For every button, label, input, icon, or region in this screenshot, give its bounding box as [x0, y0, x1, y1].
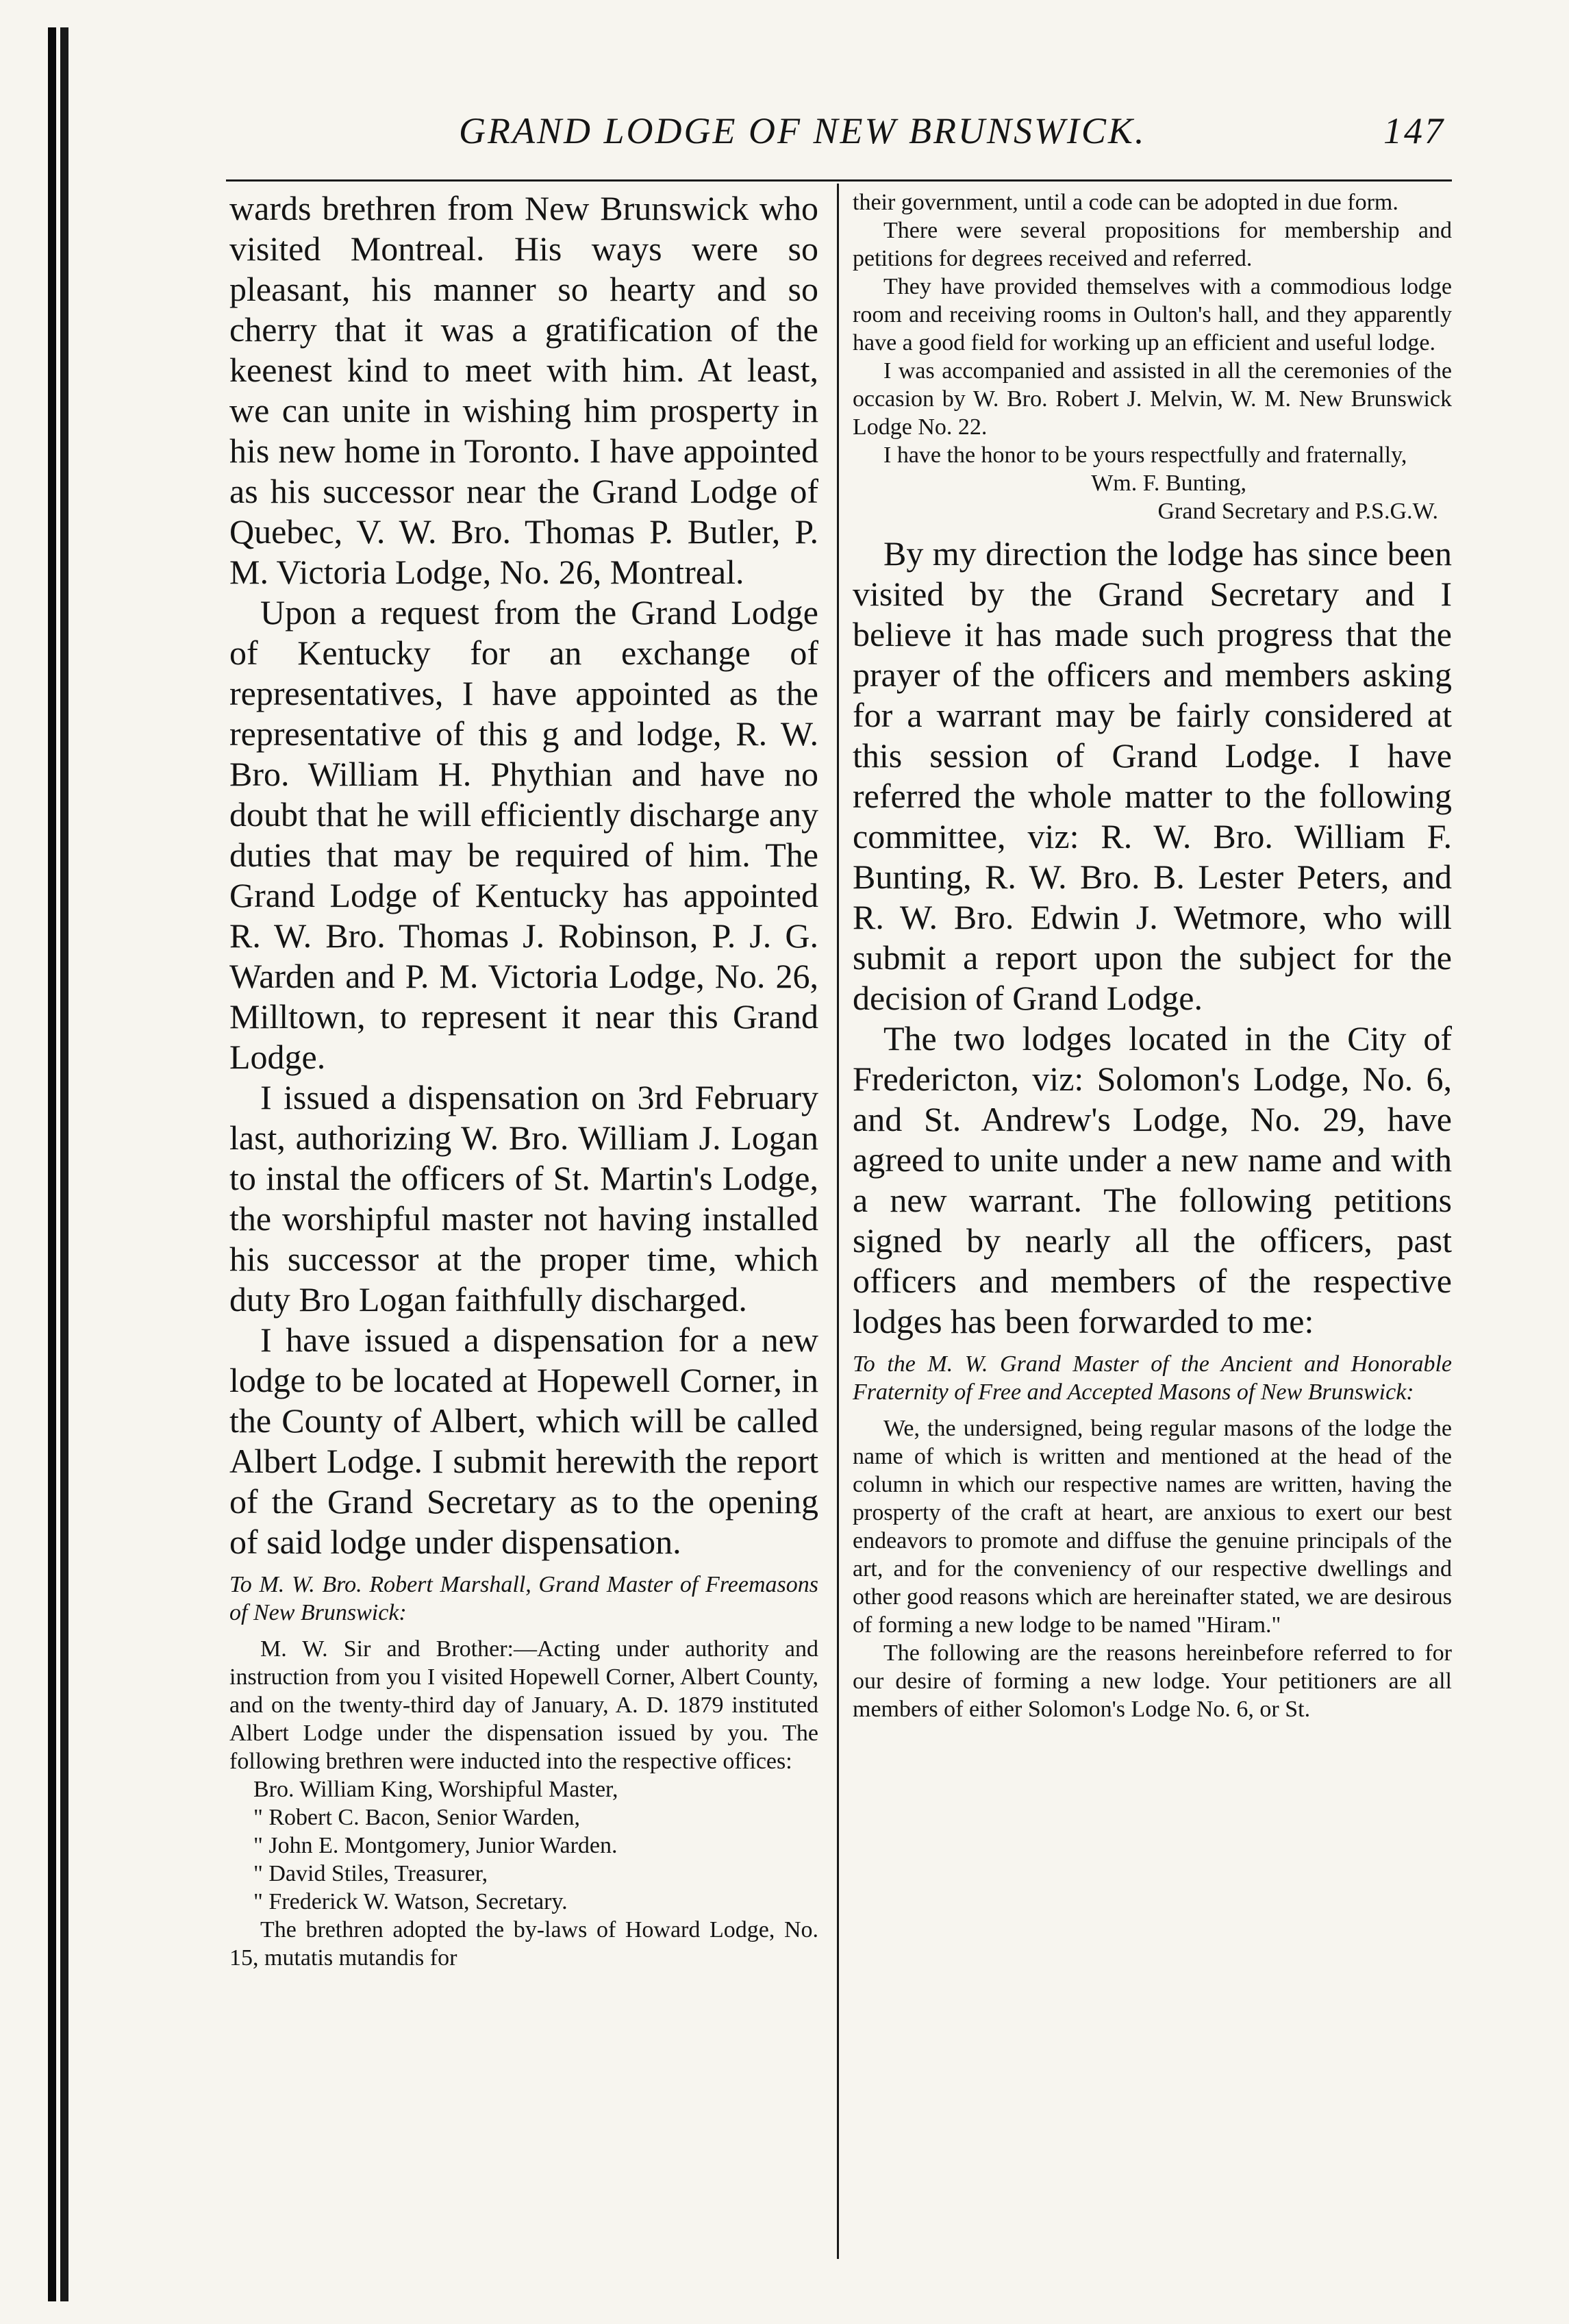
paragraph: The two lodges located in the City of Fredericton, viz: Solomon's Lodge, No. 6, and St. Andrew's Lodge, No. 29, have agreed to unite under a new name and with a new warrant. The following petitions signed by nearly all the officers, past officers and members of the respective lodges has been forwarded to me:	[853, 1019, 1452, 1340]
paragraph: They have provided themselves with a commodious lodge room and receiving rooms in Oulton's hall, and they apparently have a good field for working up an efficient and useful lodge.	[853, 274, 1452, 355]
signature-name: Wm. F. Bunting,	[1091, 471, 1246, 496]
list-item: " John E. Montgomery, Junior Warden.	[253, 1833, 618, 1858]
paragraph: wards brethren from New Brunswick who visited Montreal. His ways were so pleasant, his manner so hearty and so cherry that it was a gratification of the keenest kind to meet with him. At least, we can unite in wishing him prosperty in his new home in Toronto. I have appointed as his successor near the Grand Lodge of Quebec, V. W. Bro. Thomas P. Butler, P. M. Victoria Lodge, No. 26, Montreal.	[229, 189, 818, 591]
list-item: " David Stiles, Treasurer,	[253, 1861, 488, 1886]
petition-address: To the M. W. Grand Master of the Ancient and Honorable Fraternity of Free and Accepted Masons of New Brunswick:	[853, 1351, 1452, 1405]
petition-body: We, the undersigned, being regular masons of the lodge the name of which is written and mentioned at the head of the column in which our respective names are written, having the prosperty of the craft at heart, are anxious to exert our best endeavors to promote and diffuse the genuine principals of the art, and for the conveniency of our respective dwellings and other good reasons which are hereinafter stated, we are desirous of forming a new lodge to be named "Hiram."	[853, 1416, 1452, 1638]
right-column	[853, 188, 1452, 1723]
officer-list	[229, 1775, 818, 1916]
running-header	[226, 103, 1472, 164]
paragraph: I issued a dispensation on 3rd February last, authorizing W. Bro. William J. Logan to instal the officers of St. Martin's Lodge, the worshipful master not having installed his successor at the proper time, which duty Bro Logan faithfully discharged.	[229, 1078, 818, 1319]
page-number: 147	[1383, 110, 1445, 151]
paragraph: I was accompanied and assisted in all the ceremonies of the occasion by W. Bro. Robert J. Melvin, W. M. New Brunswick Lodge No. 22.	[853, 358, 1452, 440]
paragraph: I have the honor to be yours respectfully and fraternally,	[883, 442, 1407, 468]
header-rule	[226, 179, 1452, 182]
column-divider	[837, 184, 839, 2259]
list-item: Bro. William King, Worshipful Master,	[253, 1777, 618, 1802]
paragraph: Upon a request from the Grand Lodge of Kentucky for an exchange of representatives, I have appointed as the representative of this g and lodge, R. W. Bro. William H. Phythian and have no doubt that he will efficiently discharge any duties that may be required of him. The Grand Lodge of Kentucky has appointed R. W. Bro. Thomas J. Robinson, P. J. G. Warden and P. M. Victoria Lodge, No. 26, Milltown, to represent it near this Grand Lodge.	[229, 593, 818, 1076]
book-binding-edge	[48, 27, 75, 2301]
running-title: GRAND LODGE OF NEW BRUNSWICK.	[459, 110, 1146, 151]
paragraph: By my direction the lodge has since been visited by the Grand Secretary and I believe it has made such progress that the prayer of the officers and members asking for a warrant may be fairly considered at this session of Grand Lodge. I have referred the whole matter to the following committee, viz: R. W. Bro. William F. Bunting, R. W. Bro. B. Lester Peters, and R. W. Bro. Edwin J. Wetmore, who will submit a report upon the subject for the decision of Grand Lodge.	[853, 534, 1452, 1017]
letter-body: M. W. Sir and Brother:—Acting under authority and instruction from you I visited Hopewell Corner, Albert County, and on the twenty-third day of January, A. D. 1879 instituted Albert Lodge under the dispensation issued by you. The following brethren were inducted into the respective offices:	[229, 1636, 818, 1774]
list-item: " Robert C. Bacon, Senior Warden,	[253, 1805, 580, 1830]
paragraph: The following are the reasons hereinbefore referred to for our desire of forming a new lodge. Your petitioners are all members of either Solomon's Lodge No. 6, or St.	[853, 1640, 1452, 1722]
paragraph: I have issued a dispensation for a new lodge to be located at Hopewell Corner, in the County of Albert, which will be called Albert Lodge. I submit herewith the report of the Grand Secretary as to the opening of said lodge under dispensation.	[229, 1321, 818, 1561]
list-item: " Frederick W. Watson, Secretary.	[253, 1889, 568, 1914]
paragraph: The brethren adopted the by-laws of Howard Lodge, No. 15, mutatis mutandis for	[229, 1917, 818, 1971]
paragraph: There were several propositions for membership and petitions for degrees received and referred.	[853, 218, 1452, 271]
paragraph: their government, until a code can be adopted in due form.	[853, 190, 1398, 215]
signature-title: Grand Secretary and P.S.G.W.	[1157, 499, 1438, 524]
left-column	[229, 188, 818, 1972]
letter-address: To M. W. Bro. Robert Marshall, Grand Master of Freemasons of New Brunswick:	[229, 1572, 818, 1625]
